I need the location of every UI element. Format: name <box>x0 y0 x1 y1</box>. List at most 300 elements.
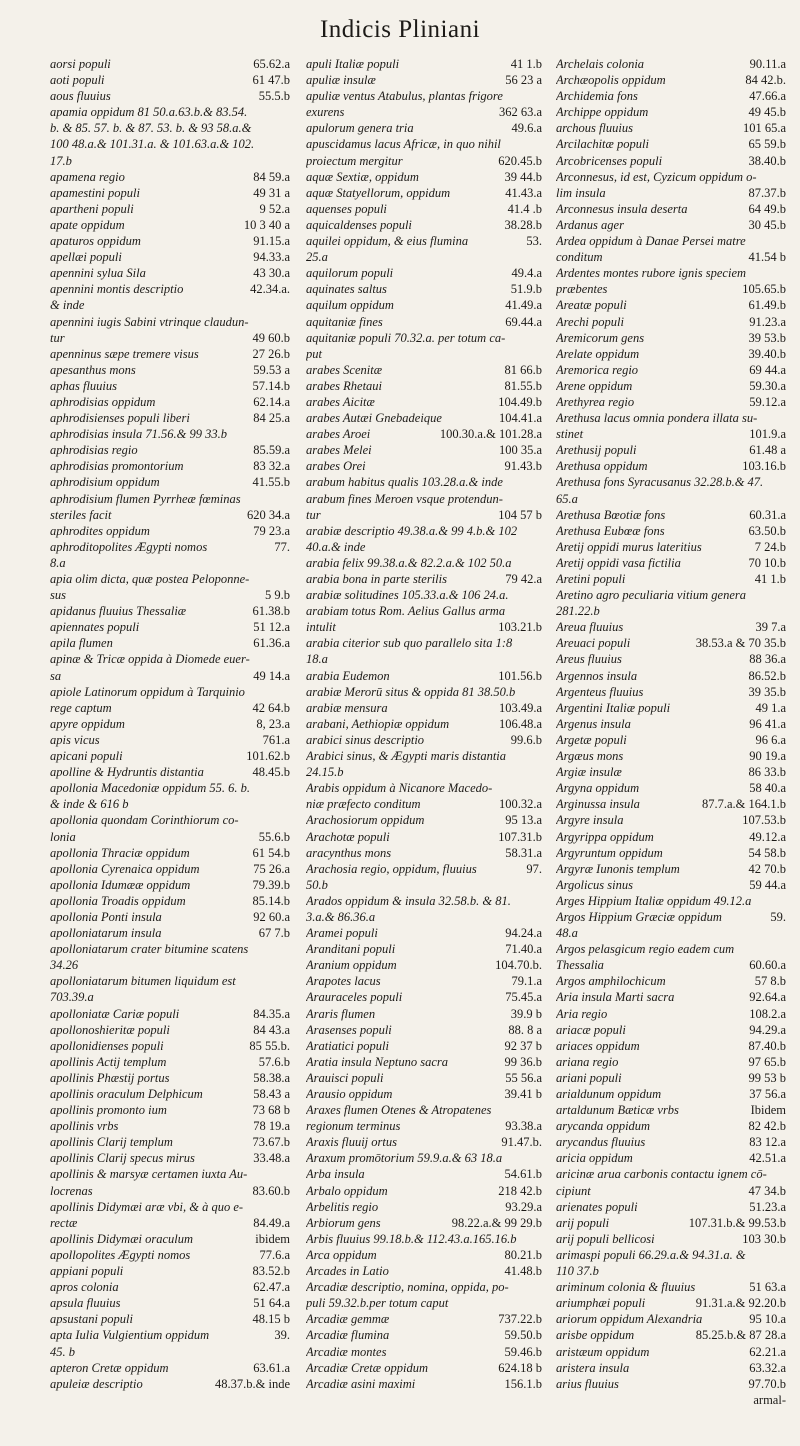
entry-reference: 38.28.b <box>504 217 542 232</box>
entry-reference: 97. <box>526 861 542 876</box>
index-entry <box>50 362 290 378</box>
index-entry <box>556 1086 786 1102</box>
entry-reference: 84 25.a <box>253 411 290 426</box>
index-entry <box>556 523 786 539</box>
index-entry <box>306 1022 542 1038</box>
entry-reference: 67 7.b <box>258 926 290 941</box>
entry-term: Archæopolis oppidum <box>556 73 666 88</box>
entry-term: apollinis vrbs <box>50 1119 119 1134</box>
index-entry <box>306 668 542 684</box>
index-entry <box>306 314 542 330</box>
entry-reference: 61 47.b <box>252 73 290 88</box>
index-entry <box>556 732 786 748</box>
index-entry <box>556 491 786 507</box>
index-entry <box>556 957 786 973</box>
entry-term: apollinis Didymæi oraculum <box>50 1231 194 1246</box>
index-entry <box>50 201 290 217</box>
entry-reference: 86.52.b <box>748 668 786 683</box>
entry-term: Arethusa fons Syracusanus 32.28.b.& 47. <box>556 475 764 490</box>
index-entry <box>50 507 290 523</box>
entry-term: Arelate oppidum <box>556 346 640 361</box>
index-entry <box>50 829 290 845</box>
entry-term: Argyre insula <box>556 813 624 828</box>
entry-term: apollinis Actij templum <box>50 1054 167 1069</box>
entry-reference: 94.29.a <box>749 1022 786 1037</box>
index-entry <box>556 410 786 426</box>
entry-term: Arcadiæ asini maximi <box>306 1376 416 1391</box>
index-entry <box>306 1360 542 1376</box>
entry-reference: 100.32.a <box>498 797 542 812</box>
entry-term: apolloniatæ Cariæ populi <box>50 1006 180 1021</box>
entry-reference: 87.40.b <box>748 1038 786 1053</box>
entry-term: aquinates saltus <box>306 282 387 297</box>
entry-reference: 84.35.a <box>253 1006 290 1021</box>
index-entry <box>306 748 542 764</box>
entry-term: Aremicorum gens <box>556 330 645 345</box>
entry-reference: 73.67.b <box>252 1135 290 1150</box>
entry-term: aphrodisias insula 71.56.& 99 33.b <box>50 427 227 442</box>
index-entry <box>306 1215 542 1231</box>
entry-term: Arcadiæ flumina <box>306 1328 390 1343</box>
entry-reference: 761.a <box>262 732 290 747</box>
index-entry <box>556 635 786 651</box>
entry-term: apollonia Idumææ oppidum <box>50 877 191 892</box>
entry-term: Aria regio <box>556 1006 608 1021</box>
index-entry <box>556 1134 786 1150</box>
index-entry <box>306 1070 542 1086</box>
entry-reference: 107.31.b <box>498 829 542 844</box>
entry-term: Aramei populi <box>306 926 378 941</box>
entry-reference: 80.21.b <box>504 1247 542 1262</box>
entry-term: Argetæ populi <box>556 732 627 747</box>
index-entry <box>306 265 542 281</box>
entry-reference: 101.56.b <box>498 668 542 683</box>
entry-term: conditum <box>556 250 603 265</box>
index-entry <box>306 169 542 185</box>
index-entry <box>306 877 542 893</box>
entry-reference: 55 56.a <box>505 1070 542 1085</box>
entry-reference: 49 14.a <box>253 668 290 683</box>
entry-reference: 48.45.b <box>252 765 290 780</box>
index-entry <box>556 651 786 667</box>
entry-term: artaldunum Bæticæ vrbs <box>556 1103 679 1118</box>
entry-term: aracynthus mons <box>306 845 392 860</box>
index-entry <box>556 474 786 490</box>
index-entry <box>306 491 542 507</box>
entry-reference: 64 49.b <box>748 201 786 216</box>
entry-term: apartheni populi <box>50 201 134 216</box>
index-entry <box>50 153 290 169</box>
entry-reference: 42.51.a <box>749 1151 786 1166</box>
entry-reference: 104 57 b <box>498 507 542 522</box>
index-entry <box>556 1022 786 1038</box>
entry-reference: 103 30.b <box>742 1231 786 1246</box>
entry-term: Argenteus fluuius <box>556 684 644 699</box>
index-entry <box>306 941 542 957</box>
entry-term: Aretij oppidi murus lateritius <box>556 539 702 554</box>
entry-term: lonia <box>50 829 76 844</box>
entry-term: 34.26 <box>50 958 79 973</box>
entry-term: Arginussa insula <box>556 797 640 812</box>
entry-term: arabiam totus Rom. Aelius Gallus arma <box>306 604 506 619</box>
entry-reference: 85.25.b.& 87 28.a <box>695 1328 786 1343</box>
entry-term: aquilei oppidum, & eius flumina <box>306 234 469 249</box>
entry-term: Archippe oppidum <box>556 105 649 120</box>
entry-reference: 86 33.b <box>748 765 786 780</box>
entry-reference: 91.31.a.& 92.20.b <box>695 1296 786 1311</box>
entry-term: locrenas <box>50 1183 93 1198</box>
index-entry <box>306 458 542 474</box>
entry-term: aquenses populi <box>306 201 387 216</box>
entry-term: Arausio oppidum <box>306 1087 393 1101</box>
entry-reference: 83.60.b <box>252 1183 290 1198</box>
entry-term: aquitaniæ fines <box>306 314 383 329</box>
entry-term: Arados oppidum & insula 32.58.b. & 81. <box>306 893 511 908</box>
entry-term: apyre oppidum <box>50 716 125 731</box>
index-entry <box>306 1183 542 1199</box>
index-entry <box>306 426 542 442</box>
index-entry <box>556 185 786 201</box>
entry-term: apinæ & Tricæ oppida à Diomede euer- <box>50 652 250 667</box>
entry-term: Archelais colonia <box>556 57 645 71</box>
entry-reference: 9 52.a <box>259 201 290 216</box>
entry-reference: 53. <box>526 234 542 249</box>
index-entry <box>50 314 290 330</box>
entry-reference: 60.60.a <box>749 958 786 973</box>
entry-term: Argos pelasgicum regio eadem cum <box>556 942 735 957</box>
entry-reference: 49 1.a <box>755 700 786 715</box>
index-entry <box>306 1086 542 1102</box>
index-entry <box>50 72 290 88</box>
entry-reference: 75.45.a <box>505 990 542 1005</box>
index-entry <box>306 1344 542 1360</box>
entry-reference: 62.21.a <box>749 1344 786 1359</box>
index-entry <box>556 845 786 861</box>
entry-term: arabes Melei <box>306 443 372 458</box>
index-entry <box>50 941 290 957</box>
entry-term: 703.39.a <box>50 990 94 1005</box>
entry-reference: 61 54.b <box>252 845 290 860</box>
entry-reference: 39. <box>274 1328 290 1343</box>
entry-term: arabiæ solitudines 105.33.a.& 106 24.a. <box>306 588 509 603</box>
entry-term: apicani populi <box>50 749 123 764</box>
entry-term: 17.b <box>50 153 72 168</box>
entry-reference: 33.48.a <box>253 1151 290 1166</box>
index-entry <box>556 1279 786 1295</box>
entry-reference: 27 26.b <box>252 346 290 361</box>
entry-term: put <box>306 346 322 361</box>
entry-term: arimaspi populi 66.29.a.& 94.31.a. & <box>556 1247 746 1262</box>
entry-reference: 71.40.a <box>505 942 542 957</box>
index-entry <box>50 748 290 764</box>
entry-term: Argentini Italiæ populi <box>556 700 671 715</box>
entry-reference: 103.16.b <box>742 459 786 474</box>
entry-term: ariani populi <box>556 1070 622 1085</box>
entry-reference: 100 35.a <box>498 443 542 458</box>
entry-term: Argiæ insulæ <box>556 765 622 780</box>
entry-term: aristera insula <box>556 1360 630 1375</box>
entry-term: arabia Eudemon <box>306 668 390 683</box>
index-entry <box>50 1327 290 1343</box>
index-entry <box>306 796 542 812</box>
entry-term: Araris flumen <box>306 1006 376 1021</box>
entry-reference: 83 12.a <box>749 1135 786 1150</box>
index-entry <box>50 716 290 732</box>
entry-term: apellæi populi <box>50 250 122 265</box>
entry-term: 18.a <box>306 652 328 667</box>
entry-term: Aretij oppidi vasa fictilia <box>556 555 681 570</box>
entry-term: apila flumen <box>50 636 113 651</box>
entry-reference: 78 19.a <box>253 1119 290 1134</box>
entry-term: apuscidamus lacus Africæ, in quo nihil <box>306 137 501 152</box>
index-entry <box>306 635 542 651</box>
index-entry <box>50 458 290 474</box>
index-entry <box>50 973 290 989</box>
entry-reference: 88 36.a <box>749 652 786 667</box>
entry-term: Arabici sinus, & Ægypti maris distantia <box>306 749 507 764</box>
index-entry <box>306 88 542 104</box>
entry-term: Arcobricenses populi <box>556 153 663 168</box>
entry-term: aphrodisienses populi liberi <box>50 411 190 426</box>
index-entry <box>50 635 290 651</box>
index-entry <box>50 169 290 185</box>
index-entry <box>306 1231 542 1247</box>
entry-reference: 107.53.b <box>742 813 786 828</box>
entry-reference: 62.14.a <box>253 394 290 409</box>
entry-reference: 57.14.b <box>252 378 290 393</box>
index-entry <box>556 1263 786 1279</box>
entry-term: ariana regio <box>556 1054 619 1069</box>
entry-term: exurens <box>306 105 345 120</box>
entry-term: apennini montis descriptio <box>50 282 184 297</box>
index-entry <box>556 989 786 1005</box>
entry-term: apennini sylua Sila <box>50 266 146 281</box>
entry-reference: 96 41.a <box>749 716 786 731</box>
entry-reference: 47.66.a <box>749 89 786 104</box>
entry-term: arabani, Aethiopiæ oppidum <box>306 716 450 731</box>
index-entry <box>556 1038 786 1054</box>
index-entry <box>556 1295 786 1311</box>
index-entry <box>50 780 290 796</box>
entry-term: arabes Rhetaui <box>306 378 383 393</box>
entry-reference: 51.9.b <box>510 282 542 297</box>
index-entry <box>556 1247 786 1263</box>
index-entry <box>306 1327 542 1343</box>
entry-reference: 42 64.b <box>252 700 290 715</box>
entry-reference: 51.23.a <box>749 1199 786 1214</box>
entry-reference: 51 63.a <box>749 1280 786 1295</box>
entry-term: Argenus insula <box>556 716 631 731</box>
index-entry <box>306 909 542 925</box>
entry-term: Arbiorum gens <box>306 1215 381 1230</box>
index-entry <box>50 1295 290 1311</box>
index-entry <box>556 1054 786 1070</box>
index-entry <box>50 651 290 667</box>
entry-term: arabum habitus qualis 103.28.a.& inde <box>306 475 503 490</box>
entry-term: lim insula <box>556 185 606 200</box>
entry-term: Arabis oppidum à Nicanore Macedo- <box>306 781 493 796</box>
index-entry <box>50 136 290 152</box>
entry-term: 65.a <box>556 491 578 506</box>
index-entry <box>50 217 290 233</box>
index-entry <box>50 668 290 684</box>
entry-term: arycanda oppidum <box>556 1119 651 1134</box>
index-entry <box>50 539 290 555</box>
index-entry <box>306 120 542 136</box>
entry-reference: 85.59.a <box>253 443 290 458</box>
entry-reference: 84 42.b. <box>745 73 786 88</box>
entry-term: apolloniatarum crater bitumine scatens <box>50 942 249 957</box>
index-entry <box>556 1199 786 1215</box>
index-entry <box>556 88 786 104</box>
page-title: Indicis Pliniani <box>319 16 481 43</box>
index-entry <box>556 394 786 410</box>
entry-term: Thessalia <box>556 958 604 973</box>
entry-reference: 61.36.a <box>253 636 290 651</box>
index-entry <box>556 1360 786 1376</box>
entry-term: apta Iulia Vulgientium oppidum <box>50 1328 210 1343</box>
entry-reference: 624.18 b <box>498 1360 542 1375</box>
entry-reference: 97 65.b <box>748 1054 786 1069</box>
entry-reference: 101.62.b <box>246 749 290 764</box>
entry-reference: 49 45.b <box>748 105 786 120</box>
entry-term: b. & 85. 57. b. & 87. 53. b. & 93 58.a.& <box>50 121 252 136</box>
index-entry <box>556 973 786 989</box>
entry-term: Arcadiæ descriptio, nomina, oppida, po- <box>306 1280 509 1295</box>
entry-term: ariminum colonia & fluuius <box>556 1280 696 1295</box>
entry-term: apate oppidum <box>50 217 125 232</box>
index-entry <box>556 1006 786 1022</box>
entry-term: apollonidienses populi <box>50 1038 164 1053</box>
entry-reference: 63.61.a <box>253 1360 290 1375</box>
index-entry <box>50 1344 290 1360</box>
entry-term: Arcadiæ gemmæ <box>306 1312 390 1327</box>
index-entry <box>556 1327 786 1343</box>
entry-term: Areua fluuius <box>556 620 624 635</box>
index-entry <box>556 56 786 72</box>
index-entry <box>556 941 786 957</box>
index-entry <box>50 1247 290 1263</box>
entry-term: apamia oppidum 81 50.a.63.b.& 83.54. <box>50 105 248 120</box>
entry-reference: 10 3 40 a <box>243 217 290 232</box>
index-entry <box>306 716 542 732</box>
entry-term: aphrodisium oppidum <box>50 475 160 490</box>
entry-reference: 30 45.b <box>748 217 786 232</box>
index-entry <box>306 764 542 780</box>
index-entry <box>306 474 542 490</box>
entry-term: apollinis Didymæi aræ vbi, & à quo e- <box>50 1199 244 1214</box>
entry-term: apollonia quondam Corinthiorum co- <box>50 813 239 828</box>
entry-reference: 58.31.a <box>505 845 542 860</box>
entry-term: Arges Hippium Italiæ oppidum 49.12.a <box>556 893 752 908</box>
entry-reference: 83 32.a <box>253 459 290 474</box>
index-entry <box>556 153 786 169</box>
entry-term: 3.a.& 86.36.a <box>306 909 376 924</box>
index-entry <box>50 442 290 458</box>
entry-term: arabes Aroei <box>306 427 371 442</box>
entry-reference: 49.12.a <box>749 829 786 844</box>
entry-term: aricia oppidum <box>556 1151 633 1166</box>
entry-reference: 5 9.b <box>265 588 290 603</box>
index-entry <box>50 764 290 780</box>
entry-term: Areatæ populi <box>556 298 627 313</box>
entry-term: apis vicus <box>50 732 100 747</box>
entry-reference: 105.65.b <box>742 282 786 297</box>
index-column-3 <box>556 56 786 1408</box>
entry-term: aphrodisias oppidum <box>50 394 156 409</box>
entry-term: arabes Autæi Gnebadeique <box>306 411 442 426</box>
entry-reference: 92 37 b <box>504 1038 542 1053</box>
index-entry <box>306 989 542 1005</box>
entry-reference: 101 65.a <box>742 121 786 136</box>
entry-reference: 88. 8 a <box>508 1022 542 1037</box>
index-entry <box>306 1150 542 1166</box>
entry-reference: 73 68 b <box>252 1103 290 1118</box>
entry-term: Ardea oppidum à Danae Persei matre <box>556 234 746 249</box>
entry-reference: 48.15 b <box>252 1312 290 1327</box>
entry-term: arabiæ Merorū situs & oppida 81 38.50.b <box>306 684 516 699</box>
entry-reference: 42 70.b <box>748 861 786 876</box>
index-entry <box>50 378 290 394</box>
index-entry <box>50 1150 290 1166</box>
entry-term: Arauisci populi <box>306 1070 384 1085</box>
index-entry <box>50 587 290 603</box>
index-entry <box>50 1006 290 1022</box>
entry-term: aquitaniæ populi 70.32.a. per totum ca- <box>306 330 506 345</box>
entry-term: Arethyrea regio <box>556 394 635 409</box>
index-entry <box>556 169 786 185</box>
entry-reference: 57 8.b <box>754 974 786 989</box>
index-entry <box>50 1311 290 1327</box>
entry-term: arius fluuius <box>556 1376 619 1391</box>
entry-reference: 49.4.a <box>511 266 542 281</box>
entry-term: niæ præfecto conditum <box>306 797 421 812</box>
index-entry <box>306 651 542 667</box>
index-entry <box>306 523 542 539</box>
entry-term: rectæ <box>50 1215 78 1230</box>
entry-reference: 54 58.b <box>748 845 786 860</box>
entry-reference: 82 42.b <box>748 1119 786 1134</box>
entry-term: aricinæ arua carbonis contactu ignem cō- <box>556 1167 767 1182</box>
entry-reference: 92.64.a <box>749 990 786 1005</box>
entry-term: apolloniatarum insula <box>50 926 162 941</box>
entry-term: steriles facit <box>50 507 112 522</box>
entry-reference: 620 34.a <box>246 507 290 522</box>
entry-term: Arbis fluuius 99.18.b.& 112.43.a.165.16.b <box>306 1231 517 1246</box>
entry-reference: 39.41 b <box>504 1087 542 1101</box>
entry-term: 25.a <box>306 250 328 265</box>
index-entry <box>50 1118 290 1134</box>
entry-term: puli 59.32.b.per totum caput <box>306 1296 449 1311</box>
index-entry <box>50 523 290 539</box>
index-entry <box>306 812 542 828</box>
entry-reference: 58 40.a <box>749 781 786 796</box>
index-entry <box>306 378 542 394</box>
entry-reference: 38.53.a & 70 35.b <box>695 636 786 651</box>
entry-term: arabes Scenitæ <box>306 362 383 377</box>
entry-term: apsustani populi <box>50 1312 133 1327</box>
entry-term: Aranium oppidum <box>306 958 397 973</box>
entry-reference: 108.2.a <box>749 1006 786 1021</box>
index-entry <box>306 1134 542 1150</box>
entry-term: aristæum oppidum <box>556 1344 650 1359</box>
entry-reference: 99 36.b <box>504 1054 542 1069</box>
entry-term: Argos Hippium Græciæ oppidum <box>556 909 722 924</box>
entry-reference: ibidem <box>255 1231 290 1246</box>
entry-reference: 55.5.b <box>258 89 290 104</box>
entry-term: ariacæ populi <box>556 1022 626 1037</box>
entry-reference: 83.52.b <box>252 1264 290 1279</box>
